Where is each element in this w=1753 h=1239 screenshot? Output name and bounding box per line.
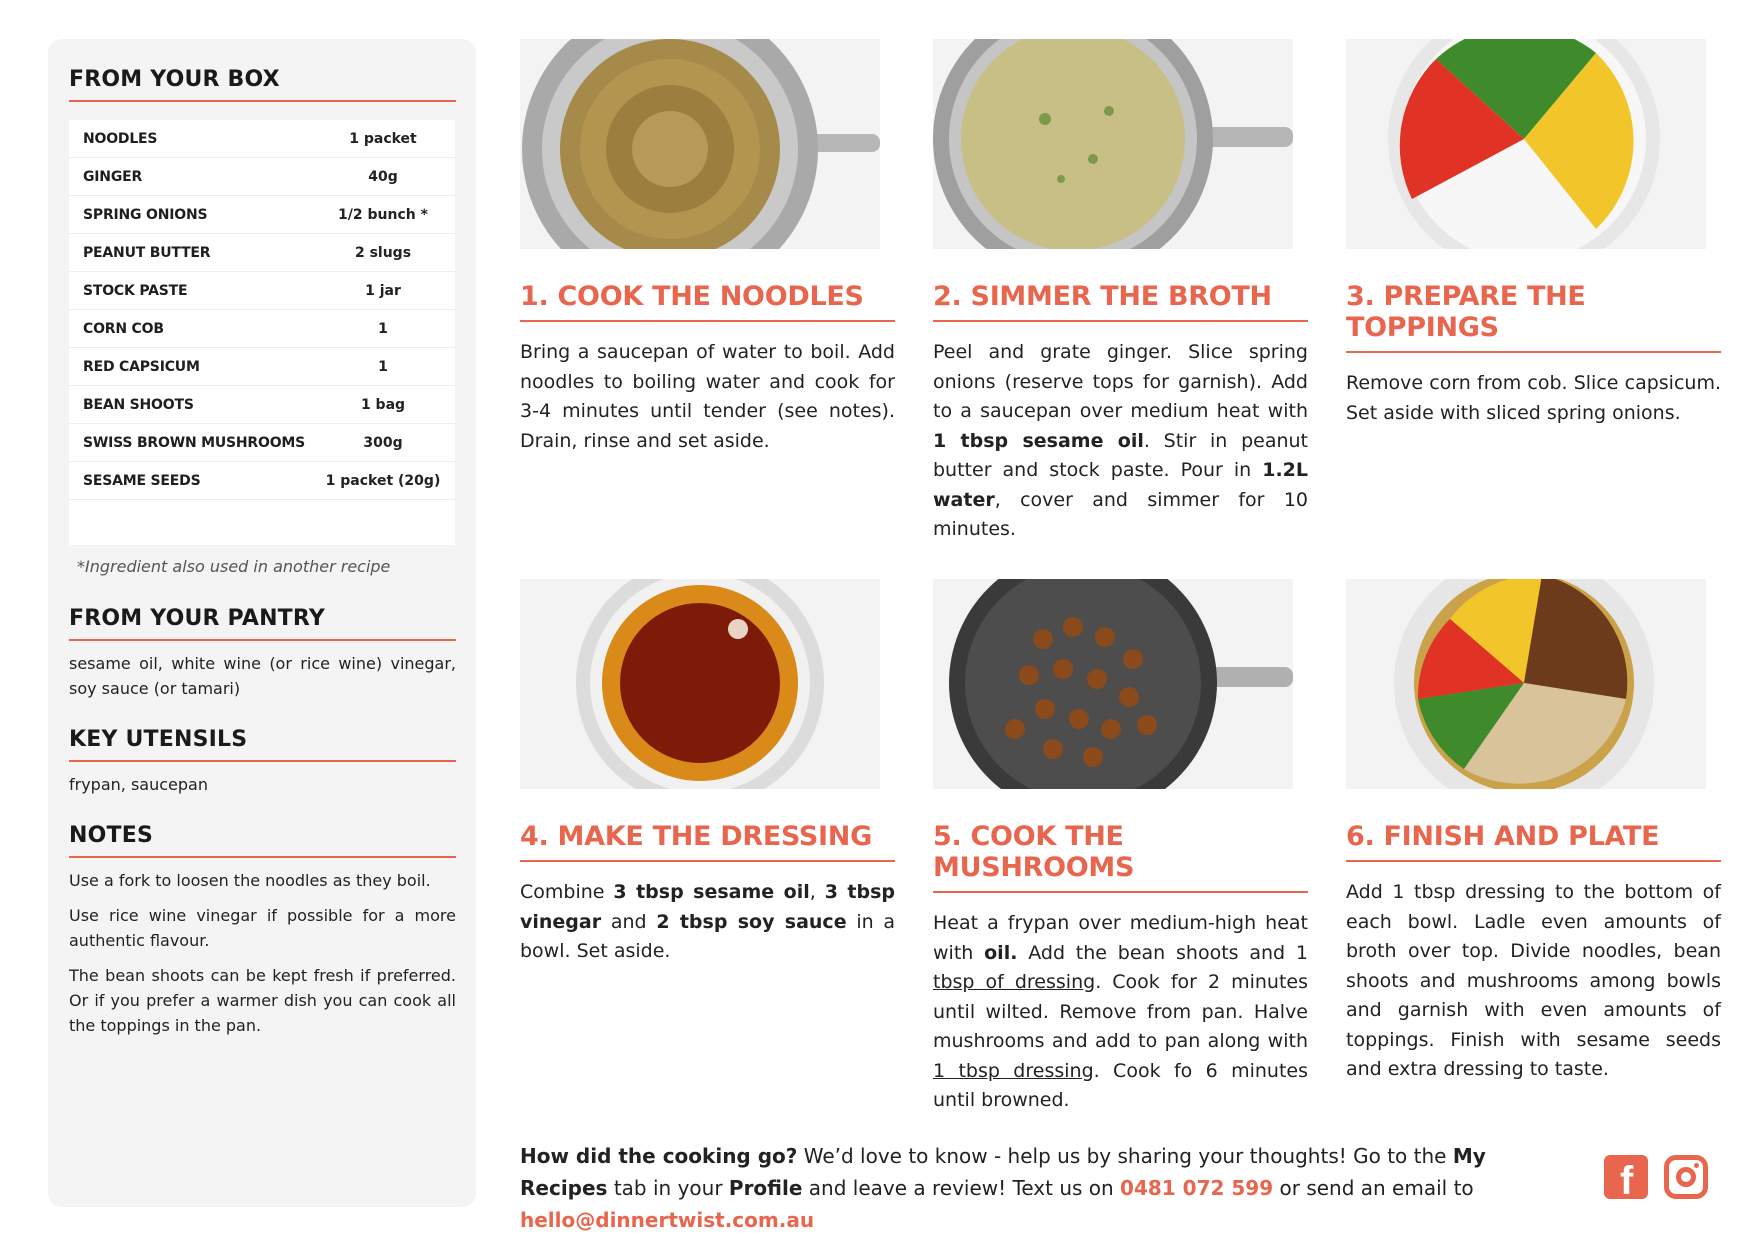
ingredient-qty: 1 jar bbox=[365, 282, 401, 299]
ingredient-qty: 1 bbox=[378, 358, 388, 375]
feedback-question: How did the cooking go? bbox=[520, 1144, 798, 1168]
ingredient-row bbox=[69, 196, 455, 234]
ingredient-qty: 1/2 bunch * bbox=[338, 206, 428, 223]
ingredient-qty: 1 packet bbox=[349, 130, 417, 147]
step-photo-toppings bbox=[1346, 39, 1706, 249]
ingredient-row bbox=[69, 310, 455, 348]
ingredient-footnote: *Ingredient also used in another recipe bbox=[77, 557, 391, 576]
ingredient-name: NOODLES bbox=[83, 130, 158, 147]
noodles-in-colander-image bbox=[520, 39, 880, 249]
dressing-bowl-image bbox=[520, 579, 880, 789]
step-photo-plated bbox=[1346, 579, 1706, 789]
instagram-icon[interactable] bbox=[1664, 1155, 1708, 1199]
step-title: 2. SIMMER THE BROTH bbox=[933, 281, 1308, 322]
step-5 bbox=[933, 579, 1308, 1116]
step-text: Peel and grate ginger. Slice spring onions (reserve tops for garnish). Add to a saucepan over medium heat with 1 tbsp sesame oil. Stir in peanut butter and stock paste. Pour in 1.2L water, cover and simmer for 10 minutes. bbox=[933, 341, 1308, 540]
notes-list bbox=[69, 868, 456, 1038]
step-text: Heat a frypan over medium-high heat with oil. Add the bean shoots and 1 tbsp of dressing. Cook for 2 minutes until wilted. Remove from pan. Halve mushrooms and add to pan along with 1 tbsp dressing. Cook fo 6 minutes until browned. bbox=[933, 912, 1309, 1111]
step-text: Add 1 tbsp dressing to the bottom of each bowl. Ladle even amounts of broth over top. Divide noodles, bean shoots and mushrooms among bowls and garnish with even amounts of toppings. Finish with sesame seeds and extra dressing to taste. bbox=[1346, 881, 1721, 1080]
ingredient-table bbox=[69, 120, 455, 545]
ingredient-name: BEAN SHOOTS bbox=[83, 396, 194, 413]
from-your-box-title: FROM YOUR BOX bbox=[69, 67, 456, 102]
step-3 bbox=[1346, 39, 1721, 428]
ingredient-row bbox=[69, 120, 455, 158]
ingredient-name: RED CAPSICUM bbox=[83, 358, 200, 375]
ingredient-row bbox=[69, 272, 455, 310]
step-photo-broth bbox=[933, 39, 1293, 249]
ingredient-name: SPRING ONIONS bbox=[83, 206, 208, 223]
step-text: Bring a saucepan of water to boil. Add noodles to boiling water and cook for 3-4 minutes until tender (see notes). Drain, rinse and set aside. bbox=[520, 341, 895, 452]
note-item: Use rice wine vinegar if possible for a more authentic flavour. bbox=[69, 906, 456, 950]
mushrooms-in-frypan-image bbox=[933, 579, 1293, 789]
step-text: Remove corn from cob. Slice capsicum. Set aside with sliced spring onions. bbox=[1346, 372, 1721, 424]
social-links bbox=[1604, 1155, 1708, 1203]
key-utensils-title: KEY UTENSILS bbox=[69, 727, 456, 762]
step-photo-dressing bbox=[520, 579, 880, 789]
ingredients-sidebar bbox=[48, 39, 476, 1207]
ingredient-qty: 1 packet (20g) bbox=[325, 472, 441, 489]
ingredient-qty: 1 bag bbox=[360, 396, 406, 413]
ingredient-row bbox=[69, 158, 455, 196]
step-4 bbox=[520, 579, 895, 967]
ingredient-name: CORN COB bbox=[83, 320, 164, 337]
ingredient-name: GINGER bbox=[83, 168, 143, 185]
from-your-pantry-title: FROM YOUR PANTRY bbox=[69, 606, 456, 641]
phone-number[interactable]: 0481 072 599 bbox=[1120, 1176, 1274, 1200]
ingredient-name: SWISS BROWN MUSHROOMS bbox=[83, 434, 306, 451]
ingredient-qty: 300g bbox=[363, 434, 403, 451]
step-title: 4. MAKE THE DRESSING bbox=[520, 821, 895, 862]
step-photo-noodles bbox=[520, 39, 880, 249]
email-link[interactable]: hello@dinnertwist.com.au bbox=[520, 1208, 815, 1232]
utensils-text: frypan, saucepan bbox=[69, 775, 208, 794]
ingredient-row bbox=[69, 386, 455, 424]
step-text: Combine 3 tbsp sesame oil, 3 tbsp vinegar and 2 tbsp soy sauce in a bowl. Set aside. bbox=[520, 881, 896, 962]
step-title: 5. COOK THE MUSHROOMS bbox=[933, 821, 1308, 893]
my-recipes-link[interactable]: My Recipes bbox=[520, 1144, 1486, 1200]
ingredient-name: SESAME SEEDS bbox=[83, 472, 201, 489]
profile-link[interactable]: Profile bbox=[728, 1176, 803, 1200]
note-item: The bean shoots can be kept fresh if preferred. Or if you prefer a warmer dish you can cook all the toppings in the pan. bbox=[69, 966, 456, 1035]
broth-in-saucepan-image bbox=[933, 39, 1293, 249]
step-1 bbox=[520, 39, 895, 456]
toppings-bowl-image bbox=[1346, 39, 1706, 249]
pantry-text: sesame oil, white wine (or rice wine) vinegar, soy sauce (or tamari) bbox=[69, 654, 456, 698]
step-2 bbox=[933, 39, 1308, 545]
step-6 bbox=[1346, 579, 1721, 1085]
step-title: 1. COOK THE NOODLES bbox=[520, 281, 895, 322]
step-title: 6. FINISH AND PLATE bbox=[1346, 821, 1721, 862]
ingredient-qty: 1 bbox=[378, 320, 388, 337]
ingredient-qty: 40g bbox=[368, 168, 398, 185]
notes-title: NOTES bbox=[69, 823, 456, 858]
ingredient-row bbox=[69, 234, 455, 272]
ingredient-row bbox=[69, 462, 455, 500]
facebook-icon[interactable]: f bbox=[1604, 1155, 1648, 1199]
ingredient-name: PEANUT BUTTER bbox=[83, 244, 211, 261]
ingredient-name: STOCK PASTE bbox=[83, 282, 188, 299]
ramen-bowl-image bbox=[1346, 579, 1706, 789]
step-title: 3. PREPARE THE TOPPINGS bbox=[1346, 281, 1721, 353]
step-photo-mushrooms bbox=[933, 579, 1293, 789]
ingredient-row bbox=[69, 348, 455, 386]
feedback-footer: How did the cooking go? We’d love to know - help us by sharing your thoughts! Go to the My Recipes tab in your Profile and leave a review! Text us on 0481 072 599 or send an email to hello@dinnertwist.com.au bbox=[520, 1144, 1486, 1232]
note-item: Use a fork to loosen the noodles as they boil. bbox=[69, 871, 431, 890]
ingredient-qty: 2 slugs bbox=[354, 244, 412, 261]
ingredient-row bbox=[69, 424, 455, 462]
